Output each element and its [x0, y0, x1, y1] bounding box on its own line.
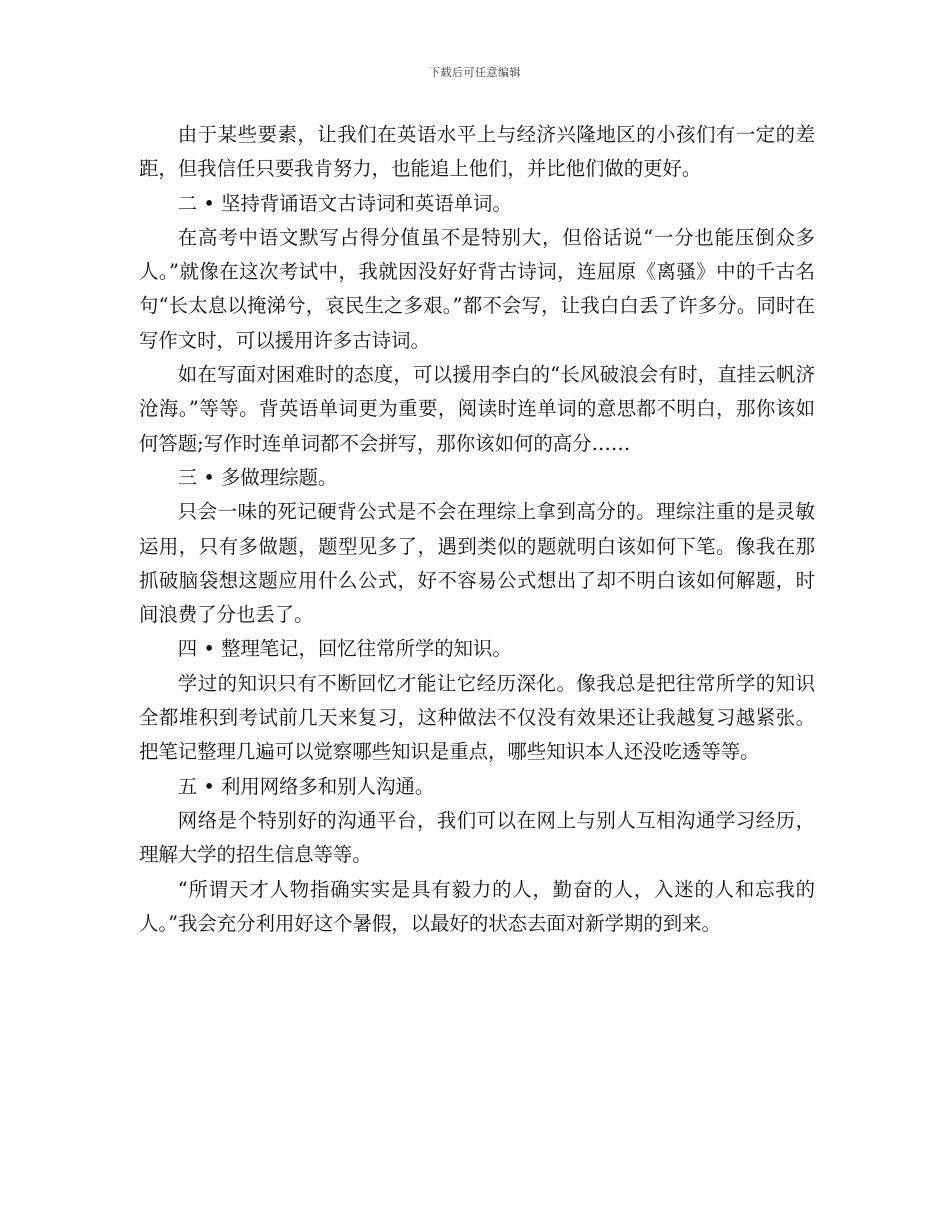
paragraph: 如在写面对困难时的态度，可以援用李白的“长风破浪会有时，直挂云帆济沧海。”等等。背英语单词更为重要，阅读时连单词的意思都不明白，那你该如何答题;写作时连单词都不会拼写，那你该如何的高分…… — [139, 363, 815, 455]
paragraph: 由于某些要素，让我们在英语水平上与经济兴隆地区的小孩们有一定的差距，但我信任只要我肯努力，也能追上他们，并比他们做的更好。 — [139, 123, 815, 181]
paragraph: 网络是个特别好的沟通平台，我们可以在网上与别人互相沟通学习经历，理解大学的招生信息等等。 — [139, 808, 815, 867]
section-heading-5: 五 • 利用网络多和别人沟通。 — [177, 774, 435, 798]
document-body — [139, 118, 815, 941]
paragraph: “所谓天才人物指确实实是具有毅力的人，勤奋的人，入迷的人和忘我的人。”我会充分利用好这个暑假，以最好的状态去面对新学期的到来。 — [139, 877, 815, 935]
page-header: 下载后可任意编辑 — [429, 66, 521, 79]
paragraph: 只会一味的死记硬背公式是不会在理综上拿到高分的。理综注重的是灵敏运用，只有多做题，题型见多了，遇到类似的题就明白该如何下笔。像我在那抓破脑袋想这题应用什么公式，好不容易公式想出了却不明白该如何解题，时间浪费了分也丢了。 — [139, 500, 815, 627]
section-heading-3: 三 • 多做理综题。 — [177, 465, 338, 489]
section-heading-2: 二 • 坚持背诵语文古诗词和英语单词。 — [177, 191, 512, 215]
section-heading-4: 四 • 整理笔记，回忆往常所学的知识。 — [177, 637, 512, 661]
paragraph: 学过的知识只有不断回忆才能让它经历深化。像我总是把往常所学的知识全都堆积到考试前几天来复习，这种做法不仅没有效果还让我越复习越紧张。把笔记整理几遍可以觉察哪些知识是重点，哪些知识本人还没吃透等等。 — [139, 671, 815, 764]
paragraph: 在高考中语文默写占得分值虽不是特别大，但俗话说“一分也能压倒众多人。”就像在这次考试中，我就因没好好背古诗词，连屈原《离骚》中的千古名句“长太息以掩涕兮，哀民生之多艰。”都不会写，让我白白丢了许多分。同时在写作文时，可以援用许多古诗词。 — [139, 225, 815, 352]
